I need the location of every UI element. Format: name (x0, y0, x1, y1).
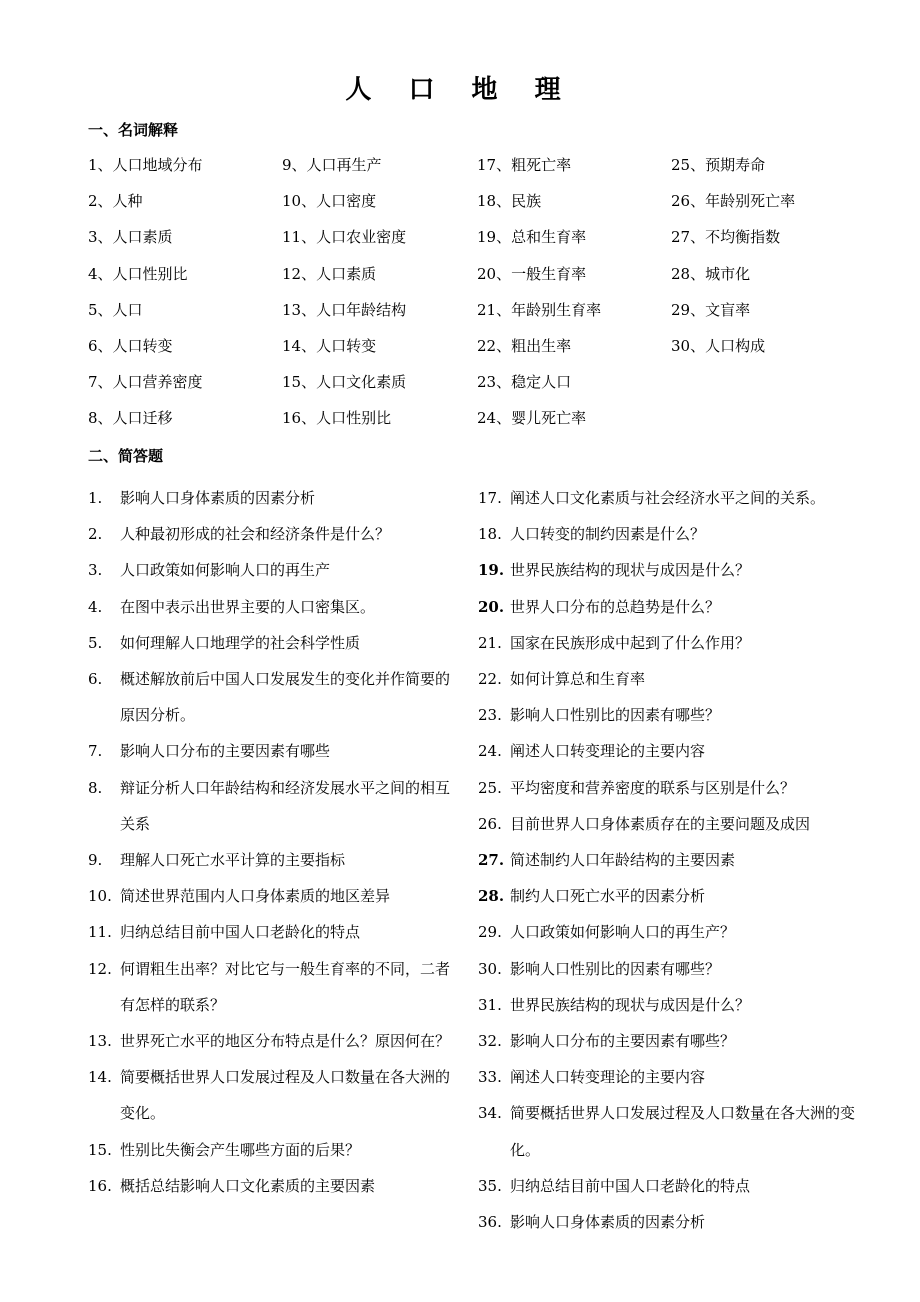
question-number: 14. (88, 1068, 112, 1087)
section-heading-terms: 一、名词解释 (88, 121, 179, 139)
term-item: 30、人口构成 (671, 336, 766, 355)
term-item: 25、预期寿命 (671, 156, 766, 174)
question-number: 5. (88, 633, 103, 652)
term-item: 4、人口性别比 (88, 264, 188, 283)
question-text: 影响人口分布的主要因素有哪些 (120, 742, 331, 761)
question-text: 在图中表示出世界主要的人口密集区。 (120, 597, 376, 616)
term-item: 3、人口素质 (88, 228, 173, 247)
question-text: 简要概括世界人口发展过程及人口数量在各大洲的变化。 (120, 1068, 451, 1123)
questions-right-column (478, 480, 878, 1240)
term-item: 11、人口农业密度 (282, 228, 407, 247)
question-item (478, 951, 878, 987)
term-item: 20、一般生育率 (477, 264, 587, 283)
question-item (478, 697, 878, 733)
question-text: 理解人口死亡水平计算的主要指标 (120, 851, 346, 870)
question-number: 22. (478, 670, 502, 689)
question-number: 21. (478, 633, 502, 652)
question-number: 9. (88, 851, 103, 870)
term-item: 1、人口地域分布 (88, 156, 203, 174)
question-item (478, 480, 878, 516)
term-item: 22、粗出生率 (477, 336, 572, 355)
question-text: 辩证分析人口年龄结构和经济发展水平之间的相互关系 (120, 778, 451, 833)
question-item (88, 661, 458, 733)
term-item: 29、文盲率 (671, 300, 751, 319)
question-text: 如何计算总和生育率 (510, 670, 646, 689)
term-item: 24、婴儿死亡率 (477, 409, 587, 428)
question-item (88, 1059, 458, 1131)
question-text: 阐述人口转变理论的主要内容 (510, 742, 706, 761)
term-item: 5、人口 (88, 300, 143, 319)
question-text: 归纳总结目前中国人口老龄化的特点 (120, 923, 361, 942)
term-item: 15、人口文化素质 (282, 373, 407, 392)
question-item (88, 1023, 458, 1059)
question-number: 32. (478, 1032, 502, 1051)
question-number: 3. (88, 561, 103, 580)
terms-row (88, 335, 888, 371)
question-number: 6. (88, 670, 103, 689)
term-item: 23、稳定人口 (477, 373, 572, 392)
term-item: 14、人口转变 (282, 336, 377, 355)
question-number: 15. (88, 1140, 112, 1159)
question-item (478, 1168, 878, 1204)
question-item (478, 625, 878, 661)
question-item (478, 806, 878, 842)
question-number: 12. (88, 959, 112, 978)
question-item (478, 733, 878, 769)
question-number: 4. (88, 597, 103, 616)
question-text: 影响人口身体素质的因素分析 (510, 1213, 706, 1232)
question-item (88, 1132, 458, 1168)
question-text: 世界民族结构的现状与成因是什么？ (510, 561, 751, 580)
question-text: 国家在民族形成中起到了什么作用？ (510, 633, 751, 652)
question-item (478, 1059, 878, 1095)
term-item: 10、人口密度 (282, 192, 377, 211)
question-number: 7. (88, 742, 103, 761)
question-text: 世界民族结构的现状与成因是什么？ (510, 995, 751, 1014)
question-number: 10. (88, 887, 112, 906)
question-item (88, 770, 458, 842)
question-number: 17. (478, 489, 502, 507)
question-text: 人口政策如何影响人口的再生产？ (510, 923, 736, 942)
question-item (478, 914, 878, 950)
question-text: 概括总结影响人口文化素质的主要因素 (120, 1176, 376, 1195)
question-item (88, 516, 458, 552)
question-text: 目前世界人口身体素质存在的主要问题及成因 (510, 814, 811, 833)
question-number: 11. (88, 923, 112, 942)
question-text: 性别比失衡会产生哪些方面的后果？ (120, 1140, 361, 1159)
question-item (478, 661, 878, 697)
question-number: 33. (478, 1068, 502, 1087)
question-number: 29. (478, 923, 502, 942)
question-text: 归纳总结目前中国人口老龄化的特点 (510, 1176, 751, 1195)
question-text: 简述世界范围内人口身体素质的地区差异 (120, 887, 391, 906)
terms-row (88, 299, 888, 335)
question-number: 31. (478, 995, 502, 1014)
term-item: 28、城市化 (671, 264, 751, 283)
question-number: 19. (478, 561, 505, 580)
question-number: 1. (88, 489, 103, 507)
question-number: 26. (478, 814, 502, 833)
question-text: 影响人口身体素质的因素分析 (120, 489, 316, 507)
terms-row (88, 371, 888, 407)
question-number: 16. (88, 1176, 112, 1195)
terms-row (88, 154, 888, 190)
question-item (88, 1168, 458, 1204)
question-number: 34. (478, 1104, 502, 1123)
question-number: 36. (478, 1213, 502, 1232)
question-text: 平均密度和营养密度的联系与区别是什么？ (510, 778, 796, 797)
question-text: 简要概括世界人口发展过程及人口数量在各大洲的变化。 (510, 1104, 856, 1159)
question-text: 如何理解人口地理学的社会科学性质 (120, 633, 361, 652)
term-item: 6、人口转变 (88, 336, 173, 355)
section-heading-questions: 二、简答题 (88, 447, 164, 465)
term-item: 16、人口性别比 (282, 409, 392, 428)
question-item (478, 1204, 878, 1240)
question-item (88, 914, 458, 950)
question-item (478, 589, 878, 625)
question-number: 13. (88, 1032, 112, 1051)
question-text: 阐述人口文化素质与社会经济水平之间的关系。 (510, 489, 826, 507)
question-text: 概述解放前后中国人口发展发生的变化并作简要的原因分析。 (120, 670, 451, 725)
question-item (478, 1095, 878, 1167)
question-number: 2. (88, 525, 103, 544)
terms-row (88, 190, 888, 226)
question-number: 20. (478, 597, 505, 616)
question-text: 阐述人口转变理论的主要内容 (510, 1068, 706, 1087)
question-item (478, 987, 878, 1023)
term-item: 7、人口营养密度 (88, 373, 203, 392)
question-item (88, 733, 458, 769)
term-item: 18、民族 (477, 192, 542, 211)
question-number: 27. (478, 851, 505, 870)
term-item: 17、粗死亡率 (477, 156, 572, 174)
question-item (88, 842, 458, 878)
question-item (478, 770, 878, 806)
question-text: 人种最初形成的社会和经济条件是什么？ (120, 525, 391, 544)
question-number: 30. (478, 959, 502, 978)
question-item (478, 878, 878, 914)
question-number: 8. (88, 778, 103, 797)
question-number: 25. (478, 778, 502, 797)
question-text: 影响人口分布的主要因素有哪些？ (510, 1032, 736, 1051)
question-item (88, 552, 458, 588)
question-item (478, 552, 878, 588)
terms-row (88, 226, 888, 262)
term-item: 27、不均衡指数 (671, 228, 781, 247)
term-item: 26、年龄别死亡率 (671, 192, 796, 211)
question-number: 28. (478, 887, 505, 906)
term-item: 13、人口年龄结构 (282, 300, 407, 319)
terms-row (88, 263, 888, 299)
questions-left-column (88, 480, 458, 1204)
question-item (478, 1023, 878, 1059)
question-text: 何谓粗生出率？对比它与一般生育率的不同，二者有怎样的联系？ (120, 959, 451, 1014)
page-title: 人 口 地 理 (345, 75, 575, 105)
term-item: 8、人口迁移 (88, 409, 173, 428)
term-item: 12、人口素质 (282, 264, 377, 283)
question-item (478, 516, 878, 552)
term-item: 21、年龄别生育率 (477, 300, 602, 319)
question-item (88, 480, 458, 516)
question-item (88, 951, 458, 1023)
question-number: 18. (478, 525, 502, 544)
term-item: 19、总和生育率 (477, 228, 587, 247)
question-item (88, 878, 458, 914)
question-item (88, 625, 458, 661)
question-text: 制约人口死亡水平的因素分析 (510, 887, 706, 906)
question-number: 24. (478, 742, 502, 761)
question-text: 人口政策如何影响人口的再生产 (120, 561, 331, 580)
terms-grid (88, 154, 888, 444)
question-text: 人口转变的制约因素是什么？ (510, 525, 706, 544)
question-text: 简述制约人口年龄结构的主要因素 (510, 851, 736, 870)
question-text: 影响人口性别比的因素有哪些？ (510, 706, 721, 725)
question-text: 影响人口性别比的因素有哪些？ (510, 959, 721, 978)
question-item (478, 842, 878, 878)
term-item: 2、人种 (88, 192, 143, 211)
question-number: 35. (478, 1176, 502, 1195)
question-number: 23. (478, 706, 502, 725)
question-text: 世界死亡水平的地区分布特点是什么？原因何在？ (120, 1032, 451, 1051)
terms-row (88, 407, 888, 443)
term-item: 9、人口再生产 (282, 156, 382, 174)
question-text: 世界人口分布的总趋势是什么？ (510, 597, 721, 616)
question-item (88, 589, 458, 625)
